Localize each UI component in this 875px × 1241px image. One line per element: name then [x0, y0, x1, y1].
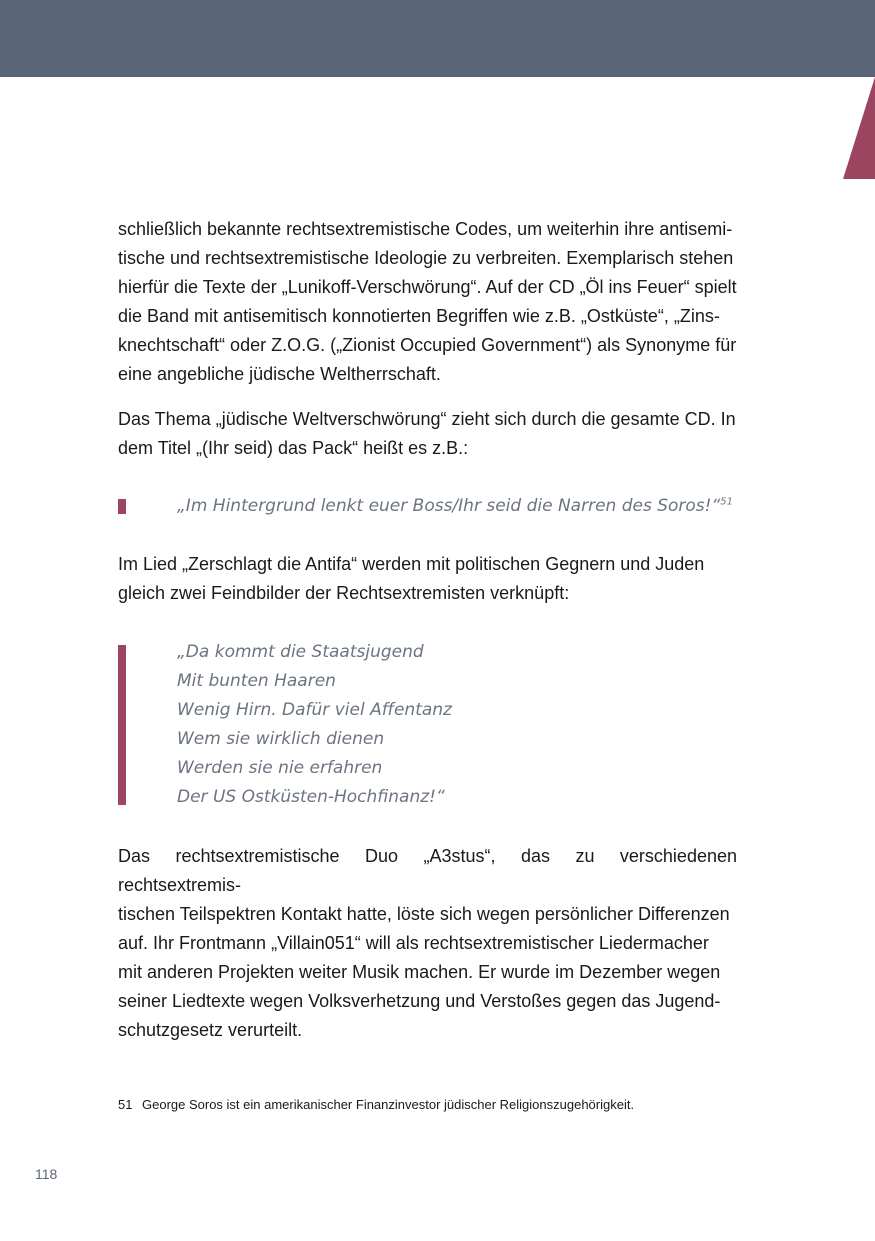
- text-line: Das Thema „jüdische Weltverschwörung“ zieht sich durch die gesamte CD. In: [118, 409, 736, 429]
- text-line: hierfür die Texte der „Lunikoff-Verschwörung“. Auf der CD „Öl ins Feuer“ spielt: [118, 277, 737, 297]
- paragraph-antifa-song: [118, 550, 737, 608]
- footnote-text: George Soros ist ein amerikanischer Finanzinvestor jüdischer Religionszugehörigkeit.: [142, 1097, 635, 1112]
- quote-accent-bar: [118, 499, 126, 514]
- paragraph-theme: [118, 405, 737, 463]
- text-line: schließlich bekannte rechtsextremistische Codes, um weiterhin ihre antisemi-: [118, 219, 733, 239]
- text-line: die Band mit antisemitisch konnotierten Begriffen wie z.B. „Ostküste“, „Zins-: [118, 306, 720, 326]
- text-line: mit anderen Projekten weiter Musik machen. Er wurde im Dezember wegen: [118, 962, 721, 982]
- quote-line: Wenig Hirn. Dafür viel Affentanz: [177, 700, 452, 720]
- text-line: knechtschaft“ oder Z.O.G. („Zionist Occupied Government“) als Synonyme für: [118, 335, 737, 355]
- quote-text: „Im Hintergrund lenkt euer Boss/Ihr seid die Narren des Soros!“: [177, 496, 721, 516]
- text-line: schutzgesetz verurteilt.: [118, 1020, 303, 1040]
- quote-line: Wem sie wirklich dienen: [177, 729, 385, 749]
- quote-line: [177, 492, 737, 521]
- quote-line: Mit bunten Haaren: [177, 671, 336, 691]
- footnote: [118, 1096, 758, 1114]
- quote-accent-bar: [118, 645, 126, 805]
- text-line: auf. Ihr Frontmann „Villain051“ will als rechtsextremistischer Liedermacher: [118, 933, 709, 953]
- page-number: 118: [35, 1166, 58, 1182]
- header-band: [0, 0, 875, 77]
- footnote-number: 51: [118, 1097, 133, 1112]
- text-line: Im Lied „Zerschlagt die Antifa“ werden mit politischen Gegnern und Juden: [118, 554, 705, 574]
- paragraph-intro: [118, 215, 737, 389]
- text-line: tischen Teilspektren Kontakt hatte, löste sich wegen persönlicher Differenzen: [118, 904, 730, 924]
- quote-line: Werden sie nie erfahren: [177, 758, 383, 778]
- paragraph-a3stus: [118, 842, 737, 1045]
- text-line: seiner Liedtexte wegen Volksverhetzung und Verstoßes gegen das Jugend-: [118, 991, 721, 1011]
- text-line: Das rechtsextremistische Duo „A3stus“, das zu verschiedenen rechtsextremis-: [118, 846, 737, 895]
- blockquote-lyrics: [177, 638, 737, 812]
- text-line: tische und rechtsextremistische Ideologie zu verbreiten. Exemplarisch stehen: [118, 248, 734, 268]
- quote-line: „Da kommt die Staatsjugend: [177, 642, 424, 662]
- text-line: gleich zwei Feindbilder der Rechtsextremisten verknüpft:: [118, 583, 570, 603]
- quote-line: Der US Ostküsten-Hochfinanz!“: [177, 787, 445, 807]
- blockquote-soros: [177, 492, 737, 521]
- text-line: dem Titel „(Ihr seid) das Pack“ heißt es z.B.:: [118, 438, 469, 458]
- text-line: eine angebliche jüdische Weltherrschaft.: [118, 364, 441, 384]
- footnote-reference[interactable]: 51: [720, 496, 734, 508]
- corner-tab-decoration: [843, 77, 875, 179]
